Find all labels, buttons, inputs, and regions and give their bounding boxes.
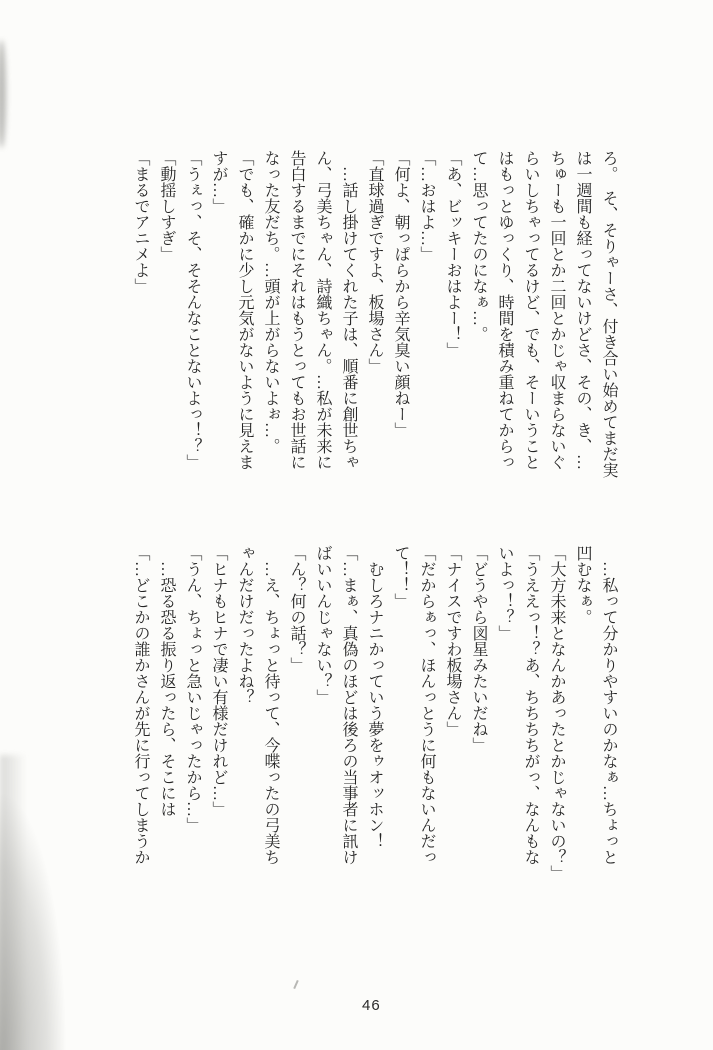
upper-paragraph-block [127,150,621,495]
text-column: 「…どこかの誰かさんが先に行ってしまうか [132,545,149,865]
text-column: 凹むなぁ。 [574,545,591,625]
text-column: ゃんだけだったよね？ [236,545,253,705]
text-column: 「うん、ちょっと急いじゃったから…」 [184,545,201,833]
text-column: …私って分かりやすいのかなぁ…ちょっと [600,545,617,865]
lower-paragraph-block [127,545,621,890]
text-column: 「ナイスですわ板場さん」 [444,545,461,737]
text-column: …話し掛けてくれた子は、順番に創世ちゃ [340,150,357,470]
text-column: 「うぇっ、そ、そそんなことないよっ！？」 [184,150,201,470]
text-column: 「動揺しすぎ」 [158,150,175,262]
text-column: 告白するまでにそれはもうとってもお世話に [288,150,305,470]
text-column: …恐る恐る振り返ったら、そこには [158,545,175,817]
page-corner-shadow [0,740,70,1050]
text-column: 「ヒナもヒナで凄い有様だけれど…」 [210,545,227,817]
text-column: すが…」 [210,150,227,214]
text-column: 「でも、確かに少し元気がないように見えま [236,150,253,470]
text-column: らいしちゃってるけど、でも、そーいうこと [522,150,539,470]
text-column: て！！」 [392,545,409,609]
text-column: 「だからぁっ、ほんっとうに何もないんだっ [418,545,435,865]
text-column: ばいいんじゃない？」 [314,545,331,705]
text-column: なった友だち。…頭が上がらないよぉ…。 [262,150,279,454]
text-column: いよっ！？」 [496,545,513,641]
text-column: 「…おはよ…」 [418,150,435,262]
text-column: 「うええっ！？あ、ちちちちがっ、なんもな [522,545,539,865]
text-column: 「大方未来となんかあったとかじゃないの？」 [548,545,565,881]
text-column: ちゅーも一回とか二回とかじゃ収まらないぐ [548,150,565,470]
text-column: 「何よ、朝っぱらから辛気臭い顔ねー」 [392,150,409,438]
text-column: ん、弓美ちゃん、詩織ちゃん。…私が未来に [314,150,331,470]
page-number: 46 [362,997,381,1014]
text-column: 「まるでアニメよ」 [132,150,149,294]
text-column: 「どうやら図星みたいだね」 [470,545,487,753]
scan-speck-artifact [293,980,298,989]
text-column: 「直球過ぎですよ、板場さん」 [366,150,383,374]
page-edge-shadow [0,755,26,1050]
text-column: て…思ってたのになぁ…。 [470,150,487,342]
text-column: はもっとゆっくり、時間を積み重ねてからっ [496,150,513,470]
text-column: むしろナニかっていう夢をゥオッホン！ [366,545,383,849]
text-column: は一週間も経ってないけどさ、その、き、… [574,150,591,470]
text-column: 「ん？何の話？」 [288,545,305,673]
text-column: ろ。 そ、そりゃーさ、付き合い始めてまだ実 [600,150,617,478]
scan-smudge-artifact [0,40,6,148]
text-column: 「…まぁ、真偽のほどは後ろの当事者に訊け [340,545,357,865]
text-column: …え、ちょっと待って、今喋ったの弓美ち [262,545,279,865]
text-column: 「あ、ビッキーおはよー！」 [444,150,461,358]
